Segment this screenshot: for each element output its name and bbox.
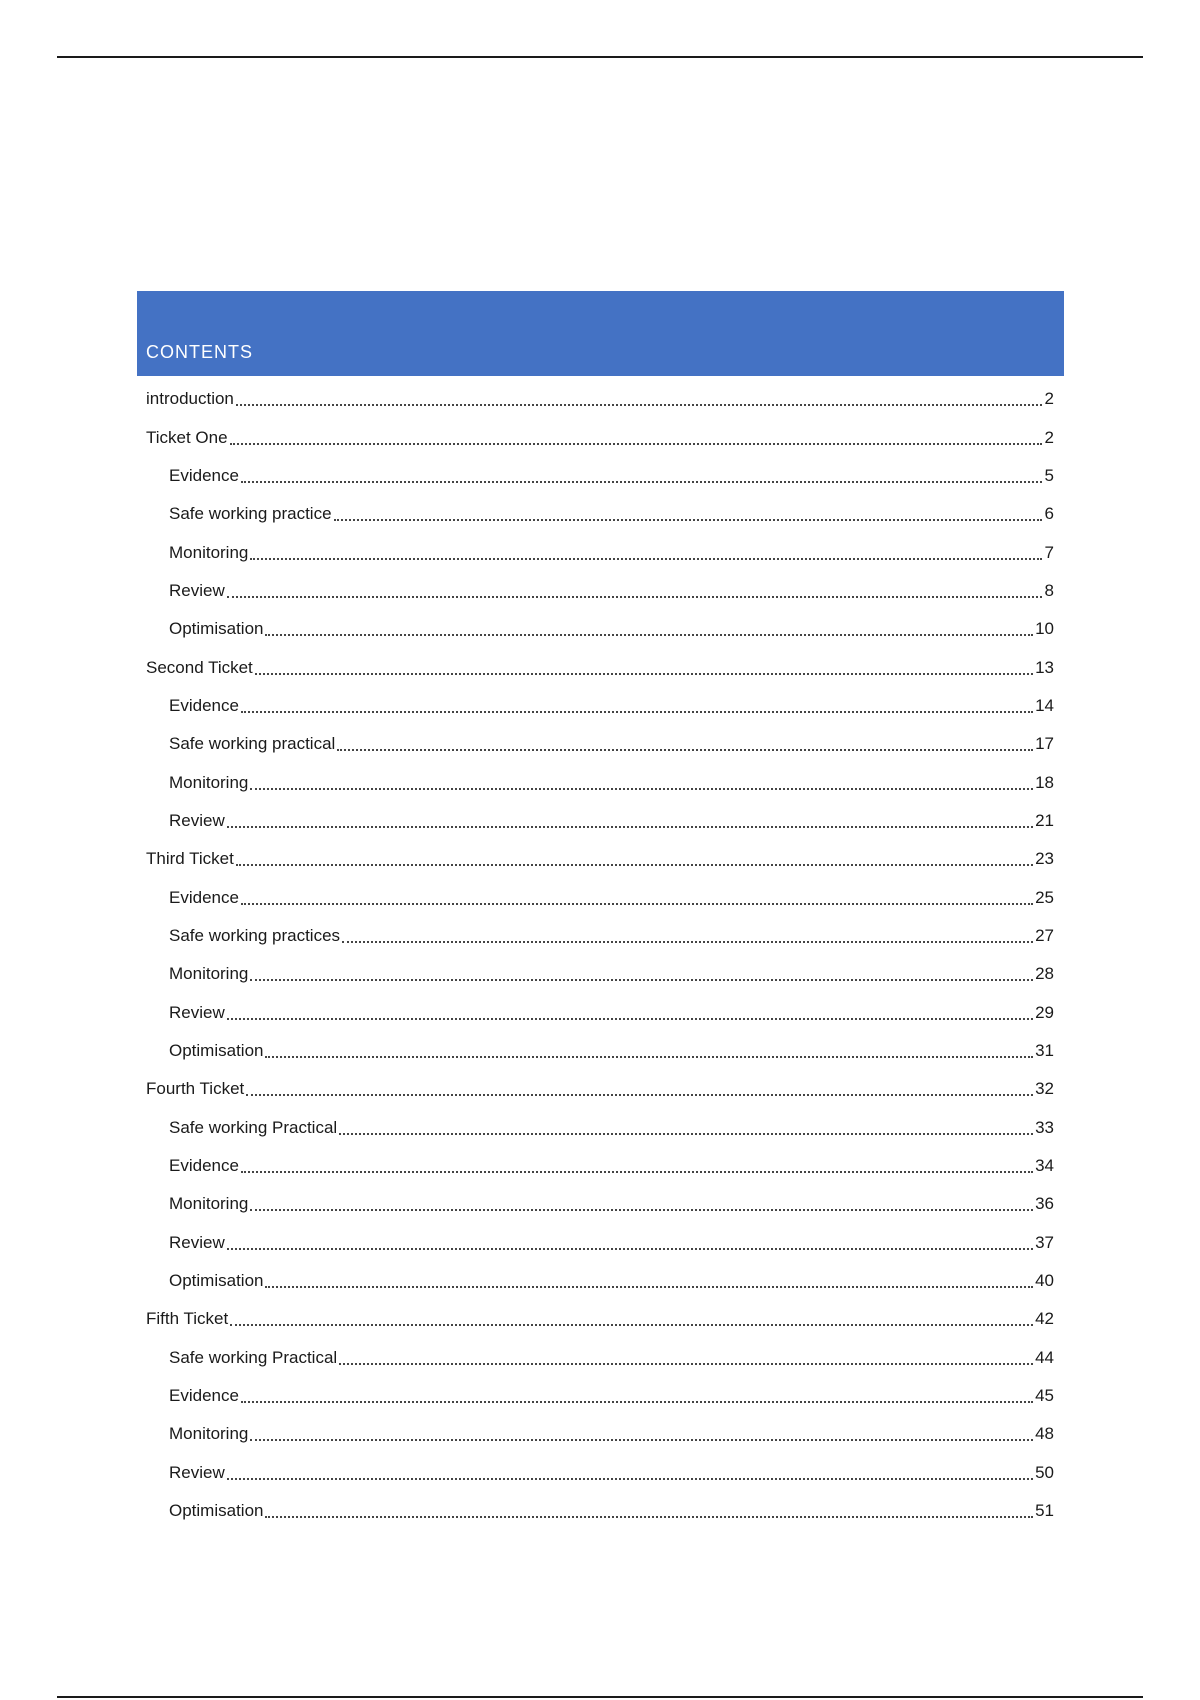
- dot-leader: [250, 788, 1033, 790]
- dot-leader: [250, 558, 1042, 560]
- toc-entry-page-number: 27: [1035, 925, 1054, 945]
- toc-entry[interactable]: [137, 763, 1054, 801]
- toc-entry-label: Optimisation: [169, 1501, 264, 1521]
- toc-entry[interactable]: [137, 1185, 1054, 1223]
- contents-header-bar: [137, 291, 1064, 376]
- toc-entry-page-number: 2: [1044, 389, 1054, 409]
- page-top-rule: [57, 56, 1143, 58]
- dot-leader: [230, 443, 1042, 445]
- toc-entry-page-number: 2: [1044, 427, 1054, 447]
- toc-entry[interactable]: [137, 648, 1054, 686]
- toc-entry-page-number: 33: [1035, 1117, 1054, 1137]
- toc-entry-page-number: 50: [1035, 1462, 1054, 1482]
- toc-entry-label: Optimisation: [169, 1041, 264, 1061]
- toc-entry-label: Third Ticket: [146, 849, 234, 869]
- toc-entry-page-number: 44: [1035, 1347, 1054, 1367]
- toc-entry-page-number: 14: [1035, 695, 1054, 715]
- dot-leader: [241, 481, 1042, 483]
- toc-entry-page-number: 37: [1035, 1232, 1054, 1252]
- toc-entry-label: Review: [169, 1002, 225, 1022]
- toc-entry[interactable]: [137, 1454, 1054, 1492]
- dot-leader: [227, 1478, 1033, 1480]
- toc-entry[interactable]: [137, 1492, 1054, 1530]
- toc-entry-page-number: 7: [1044, 542, 1054, 562]
- toc-entry-page-number: 32: [1035, 1079, 1054, 1099]
- dot-leader: [227, 596, 1042, 598]
- toc-entry-label: Review: [169, 1462, 225, 1482]
- dot-leader: [236, 404, 1042, 406]
- toc-entry[interactable]: [137, 380, 1054, 418]
- toc-entry[interactable]: [137, 994, 1054, 1032]
- toc-entry-label: Review: [169, 1232, 225, 1252]
- toc-entry[interactable]: [137, 533, 1054, 571]
- toc-entry[interactable]: [137, 457, 1054, 495]
- toc-entry-label: Safe working Practical: [169, 1347, 338, 1367]
- dot-leader: [339, 1133, 1033, 1135]
- toc-entry-label: Safe working practical: [169, 734, 336, 754]
- dot-leader: [334, 519, 1042, 521]
- toc-entry-label: Review: [169, 810, 225, 830]
- dot-leader: [250, 1209, 1033, 1211]
- toc-entry-page-number: 45: [1035, 1386, 1054, 1406]
- dot-leader: [250, 1439, 1033, 1441]
- toc-entry[interactable]: [137, 418, 1054, 456]
- toc-entry-label: Review: [169, 580, 225, 600]
- toc-entry-label: Ticket One: [146, 427, 228, 447]
- toc-entry-page-number: 42: [1035, 1309, 1054, 1329]
- toc-entry-label: Evidence: [169, 695, 239, 715]
- dot-leader: [265, 1286, 1033, 1288]
- dot-leader: [255, 673, 1033, 675]
- toc-entry-page-number: 25: [1035, 887, 1054, 907]
- toc-entry[interactable]: [137, 1415, 1054, 1453]
- toc-entry[interactable]: [137, 687, 1054, 725]
- toc-entry-label: Optimisation: [169, 619, 264, 639]
- toc-entry-page-number: 10: [1035, 619, 1054, 639]
- toc-entry-label: introduction: [146, 389, 234, 409]
- toc-entry-label: Safe working practices: [169, 925, 341, 945]
- toc-entry[interactable]: [137, 725, 1054, 763]
- dot-leader: [236, 864, 1033, 866]
- toc-entry-label: Evidence: [169, 1386, 239, 1406]
- toc-entry-page-number: 21: [1035, 810, 1054, 830]
- toc-entry-page-number: 28: [1035, 964, 1054, 984]
- toc-entry[interactable]: [137, 1070, 1054, 1108]
- dot-leader: [241, 1171, 1033, 1173]
- dot-leader: [265, 634, 1033, 636]
- toc-entry-page-number: 40: [1035, 1271, 1054, 1291]
- toc-entry[interactable]: [137, 495, 1054, 533]
- dot-leader: [241, 711, 1033, 713]
- dot-leader: [230, 1324, 1033, 1326]
- page-bottom-rule: [57, 1696, 1143, 1698]
- toc-entry[interactable]: [137, 1377, 1054, 1415]
- toc-entry[interactable]: [137, 1262, 1054, 1300]
- toc-entry-label: Monitoring: [169, 964, 249, 984]
- toc-entry[interactable]: [137, 840, 1054, 878]
- toc-entry-label: Safe working practice: [169, 504, 332, 524]
- toc-entry[interactable]: [137, 878, 1054, 916]
- toc-entry-label: Monitoring: [169, 1194, 249, 1214]
- toc-entry[interactable]: [137, 572, 1054, 610]
- toc-entry-page-number: 51: [1035, 1501, 1054, 1521]
- toc-entry-label: Monitoring: [169, 1424, 249, 1444]
- dot-leader: [227, 1248, 1033, 1250]
- dot-leader: [241, 1401, 1033, 1403]
- contents-title: CONTENTS: [146, 342, 253, 362]
- dot-leader: [339, 1363, 1033, 1365]
- toc-entry-page-number: 34: [1035, 1156, 1054, 1176]
- dot-leader: [246, 1094, 1033, 1096]
- toc-entry[interactable]: [137, 955, 1054, 993]
- toc-entry-page-number: 8: [1044, 580, 1054, 600]
- dot-leader: [227, 826, 1033, 828]
- toc-entry-page-number: 6: [1044, 504, 1054, 524]
- toc-entry[interactable]: [137, 610, 1054, 648]
- toc-entry-page-number: 17: [1035, 734, 1054, 754]
- toc-entry-page-number: 36: [1035, 1194, 1054, 1214]
- toc-entry[interactable]: [137, 917, 1054, 955]
- toc-entry-page-number: 31: [1035, 1041, 1054, 1061]
- toc-entry[interactable]: [137, 802, 1054, 840]
- dot-leader: [342, 941, 1033, 943]
- toc-entry[interactable]: [137, 1300, 1054, 1338]
- toc-entry-label: Evidence: [169, 1156, 239, 1176]
- dot-leader: [250, 979, 1033, 981]
- dot-leader: [265, 1516, 1033, 1518]
- dot-leader: [337, 749, 1033, 751]
- toc-entry-label: Optimisation: [169, 1271, 264, 1291]
- toc-entry[interactable]: [137, 1032, 1054, 1070]
- toc-entry-page-number: 23: [1035, 849, 1054, 869]
- toc-entry-page-number: 29: [1035, 1002, 1054, 1022]
- toc-entry[interactable]: [137, 1147, 1054, 1185]
- toc-entry-label: Evidence: [169, 887, 239, 907]
- toc-entry-label: Safe working Practical: [169, 1117, 338, 1137]
- dot-leader: [241, 903, 1033, 905]
- dot-leader: [265, 1056, 1033, 1058]
- toc-entry[interactable]: [137, 1339, 1054, 1377]
- toc-entry-label: Monitoring: [169, 542, 249, 562]
- toc-entry-label: Fourth Ticket: [146, 1079, 245, 1099]
- toc-entry[interactable]: [137, 1109, 1054, 1147]
- toc-entry-page-number: 18: [1035, 772, 1054, 792]
- toc-entry-label: Monitoring: [169, 772, 249, 792]
- toc-entry-page-number: 48: [1035, 1424, 1054, 1444]
- table-of-contents: [137, 380, 1054, 1530]
- toc-entry-label: Second Ticket: [146, 657, 253, 677]
- toc-entry-label: Fifth Ticket: [146, 1309, 229, 1329]
- toc-entry[interactable]: [137, 1224, 1054, 1262]
- toc-entry-label: Evidence: [169, 465, 239, 485]
- toc-entry-page-number: 5: [1044, 465, 1054, 485]
- dot-leader: [227, 1018, 1033, 1020]
- toc-entry-page-number: 13: [1035, 657, 1054, 677]
